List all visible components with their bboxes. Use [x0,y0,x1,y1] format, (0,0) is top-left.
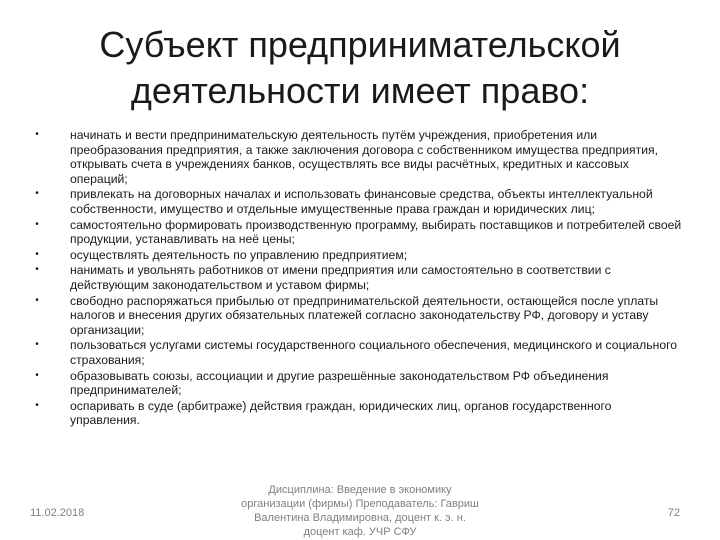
list-item-text: начинать и вести предпринимательскую деятельность путём учреждения, приобретения или преобразования предприятия, а также заключения договора с собственником имущества предприятия, открывать счета в учреждениях банков, осуществлять все виды расчётных, кредитных и кассовых операций; [70,128,658,186]
rights-list [32,128,682,429]
list-item-text: образовывать союзы, ассоциации и другие разрешённые законодательством РФ объединения предпринимателей; [70,368,609,398]
slide-title-line-2: деятельности имеет право: [130,70,590,111]
list-item-text: осуществлять деятельность по управлению предприятием; [70,247,408,262]
footer-course-info: Дисциплина: Введение в экономику организации (фирмы) Преподаватель: Гавриш Валентина Владимировна, доцент к. э. н. доцент каф. УЧР СФУ [241,484,479,538]
list-item [32,218,682,247]
bullet-icon: • [35,248,39,260]
list-item-text: пользоваться услугами системы государственного социального обеспечения, медицинского и социального страхования; [70,338,678,367]
list-item-text: оспаривать в суде (арбитраже) действия граждан, юридических лиц, органов государственного управления. [70,398,612,428]
bullet-icon: • [35,129,39,140]
list-item [32,338,682,367]
list-item-text: нанимать и увольнять работников от имени предприятия или самостоятельно в соответствии с действующим законодательством и уставом фирмы; [70,263,611,292]
bullet-icon: • [35,188,39,200]
list-item [32,263,682,292]
list-item-text: привлекать на договорных началах и использовать финансовые средства, объекты интеллектуальной собственности, имущество и отдельные имущественные права граждан и юридических лиц; [70,187,653,216]
list-item [32,294,682,338]
bullet-icon: • [35,294,39,306]
bullet-icon: • [35,399,39,411]
bullet-icon: • [35,218,39,230]
slide-title-line-1: Субъект предпринимательской [99,24,621,65]
list-item [32,369,682,398]
list-item [32,128,682,186]
footer-date: 11.02.2018 [30,507,85,519]
list-item [32,248,682,263]
list-item [32,399,682,428]
bullet-icon: • [35,339,39,351]
list-item-text: свободно распоряжаться прибылью от предпринимательской деятельности, остающейся после уплаты налогов и внесения других обязательных платежей согласно законодательству РФ, договору и уставу организации; [70,293,659,337]
list-item-text: самостоятельно формировать производственную программу, выбирать поставщиков и потребителей своей продукции, устанавливать на неё цены; [70,217,682,247]
slide-title [40,22,680,114]
bullet-icon: • [35,264,39,276]
list-item [32,187,682,216]
bullet-icon: • [35,369,39,381]
slide-number: 72 [667,507,680,519]
